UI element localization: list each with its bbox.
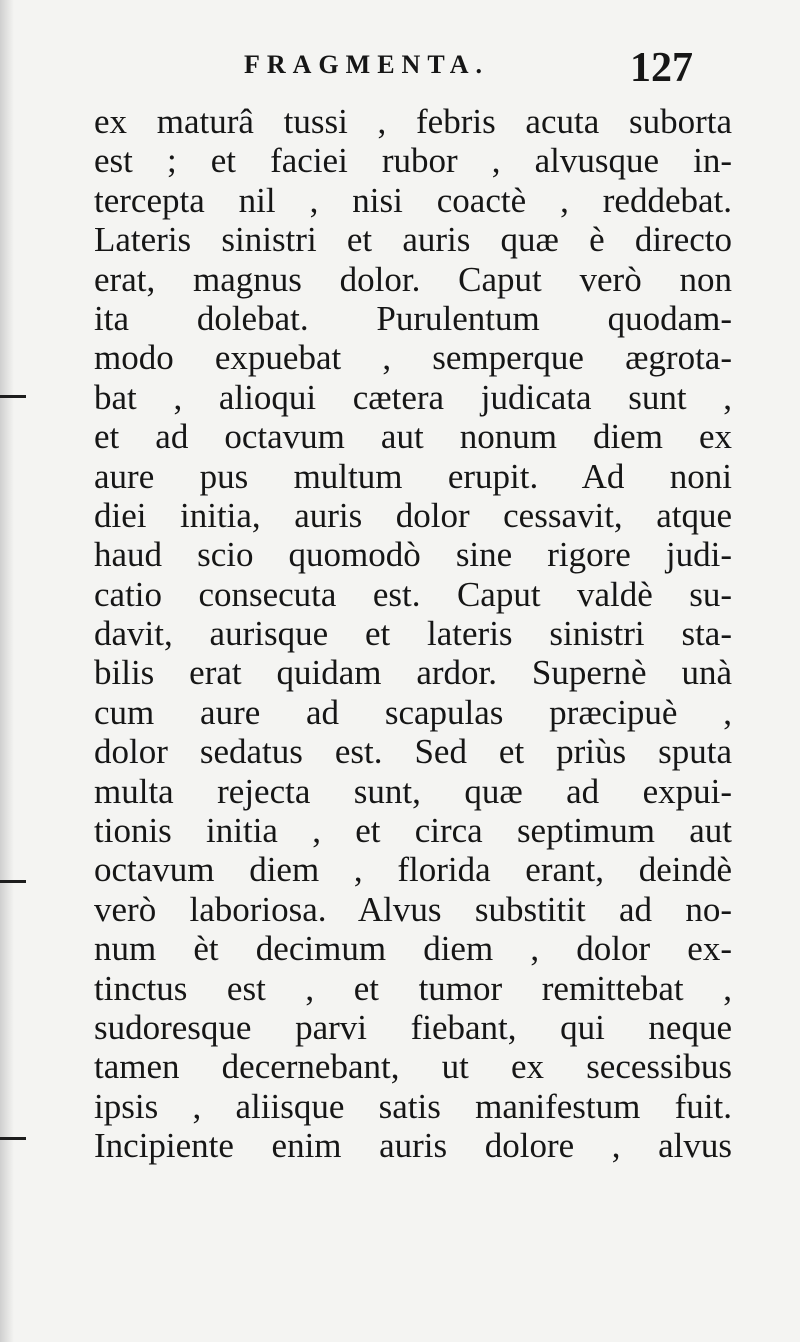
margin-mark [0, 880, 26, 883]
text-line: erat, magnus dolor. Caput verò non [94, 259, 732, 299]
margin-mark [0, 395, 26, 398]
margin-mark [0, 1137, 26, 1140]
text-line: tinctus est , et tumor remittebat , [94, 968, 732, 1008]
text-line: aure pus multum erupit. Ad noni [94, 456, 732, 496]
text-line: catio consecuta est. Caput valdè su- [94, 574, 732, 614]
body-text [94, 102, 732, 1166]
page-number: 127 [630, 45, 693, 91]
running-title: FRAGMENTA. [244, 50, 490, 79]
text-line: est ; et faciei rubor , alvusque in- [94, 141, 732, 181]
text-line: tercepta nil , nisi coactè , reddebat. [94, 180, 732, 220]
text-line: ita dolebat. Purulentum quodam- [94, 298, 732, 338]
text-line: tamen decernebant, ut ex secessibus [94, 1047, 732, 1087]
text-line: multa rejecta sunt, quæ ad expui- [94, 771, 732, 811]
text-line: dolor sedatus est. Sed et priùs sputa [94, 732, 732, 772]
text-line: haud scio quomodò sine rigore judi- [94, 535, 732, 575]
page-gutter-shadow [0, 0, 14, 1342]
text-line: verò laboriosa. Alvus substitit ad no- [94, 889, 732, 929]
text-line: octavum diem , florida erant, deindè [94, 850, 732, 890]
text-line: bat , alioqui cætera judicata sunt , [94, 377, 732, 417]
text-line: Incipiente enim auris dolore , alvus [94, 1126, 732, 1166]
text-line: diei initia, auris dolor cessavit, atque [94, 495, 732, 535]
text-line: modo expuebat , semperque ægrota- [94, 338, 732, 378]
text-line: bilis erat quidam ardor. Supernè unà [94, 653, 732, 693]
text-line: num èt decimum diem , dolor ex- [94, 929, 732, 969]
text-line: ipsis , aliisque satis manifestum fuit. [94, 1086, 732, 1126]
text-line: tionis initia , et circa septimum aut [94, 811, 732, 851]
text-line: Lateris sinistri et auris quæ è directo [94, 220, 732, 260]
text-line: sudoresque parvi fiebant, qui neque [94, 1007, 732, 1047]
text-line: ex maturâ tussi , febris acuta suborta [94, 102, 732, 141]
text-line: davit, aurisque et lateris sinistri sta- [94, 614, 732, 654]
text-line: et ad octavum aut nonum diem ex [94, 417, 732, 457]
text-line: cum aure ad scapulas præcipuè , [94, 692, 732, 732]
